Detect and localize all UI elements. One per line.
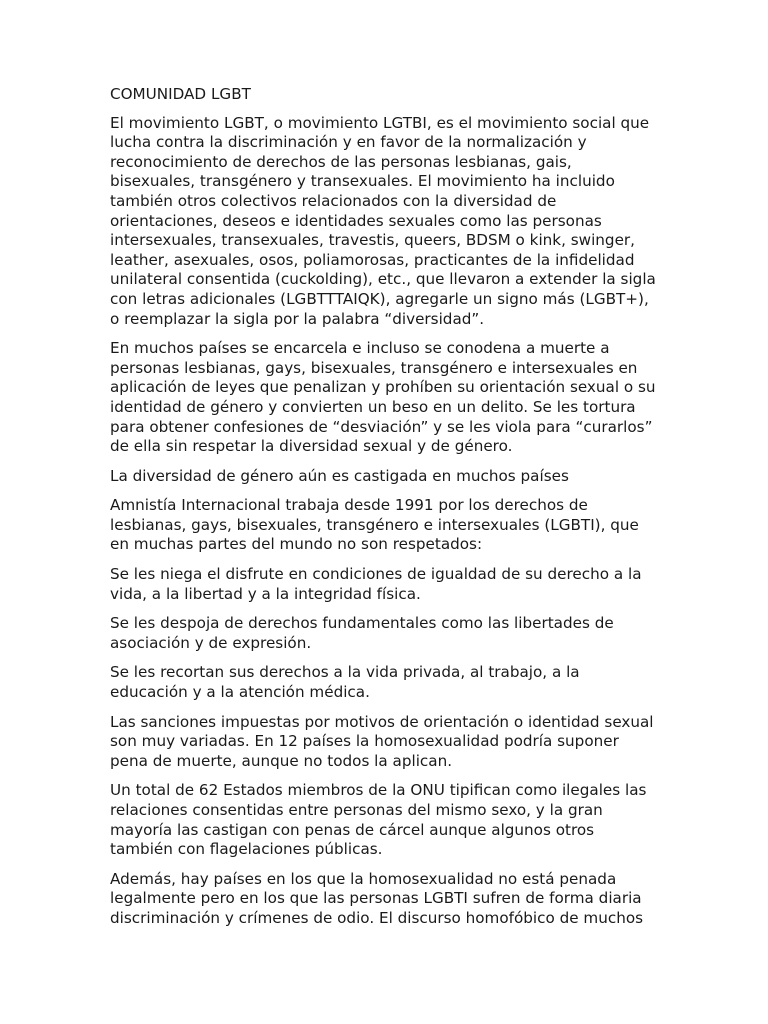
paragraph-movimiento-lgbt: El movimiento LGBT, o movimiento LGTBI, es el movimiento social que lucha contra la discriminación y en favor de la normalización y reconocimiento de derechos de las personas lesbianas, gais, bisexuales, transgénero y transexuales. El movimiento ha incluido también otros colectivos relacionados con la diversidad de orientaciones, deseos e identidades sexuales como las personas intersexuales, transexuales, travestis, queers, BDSM o kink, swinger, leather, asexuales, osos, poliamorosas, practicantes de la infidelidad unilateral consentida (cuckolding), etc., que llevaron a extender la sigla con letras adicionales (LGBTTTAIQK), agregarle un signo más (LGBT+), o reemplazar la sigla por la palabra “diversidad”. bbox=[110, 113, 656, 328]
paragraph-amnistia: Amnistía Internacional trabaja desde 1991 por los derechos de lesbianas, gays, bisexuales, transgénero e intersexuales (LGBTI), que en muchas partes del mundo no son respetados: bbox=[110, 496, 639, 554]
paragraph-diversidad-castigada: La diversidad de género aún es castigada en muchos países bbox=[110, 466, 569, 485]
paragraph-encarcelamiento: En muchos países se encarcela e incluso se conodena a muerte a personas lesbianas, gays, bisexuales, transgénero e intersexuales en aplicación de leyes que penalizan y prohíben su orientación sexual o su identidad de género y convierten un beso en un delito. Se les tortura para obtener confesiones de “desviación” y se les viola para “curarlos” de ella sin respetar la diversidad sexual y de género. bbox=[110, 339, 656, 456]
paragraph-derechos-fundamentales: Se les despoja de derechos fundamentales como las libertades de asociación y de expresión. bbox=[110, 614, 614, 652]
document-title: COMUNIDAD LGBT bbox=[110, 85, 251, 103]
paragraph-discriminacion-diaria: Además, hay países en los que la homosexualidad no está penada legalmente pero en los que las personas LGBTI sufren de forma diaria discriminación y crímenes de odio. El discurso homofóbico de muchos bbox=[110, 869, 644, 927]
paragraph-derecho-vida: Se les niega el disfrute en condiciones de igualdad de su derecho a la vida, a la libertad y a la integridad física. bbox=[110, 565, 642, 603]
paragraph-vida-privada: Se les recortan sus derechos a la vida privada, al trabajo, a la educación y a la atención médica. bbox=[110, 663, 580, 702]
document-page bbox=[110, 85, 660, 939]
paragraph-estados-onu: Un total de 62 Estados miembros de la ONU tipifican como ilegales las relaciones consentidas entre personas del mismo sexo, y la gran mayoría las castigan con penas de cárcel aunque algunos otros también con flagelaciones públicas. bbox=[110, 781, 647, 859]
paragraph-sanciones: Las sanciones impuestas por motivos de orientación o identidad sexual son muy variadas. En 12 países la homosexualidad podría suponer pena de muerte, aunque no todos la aplican. bbox=[110, 712, 654, 770]
